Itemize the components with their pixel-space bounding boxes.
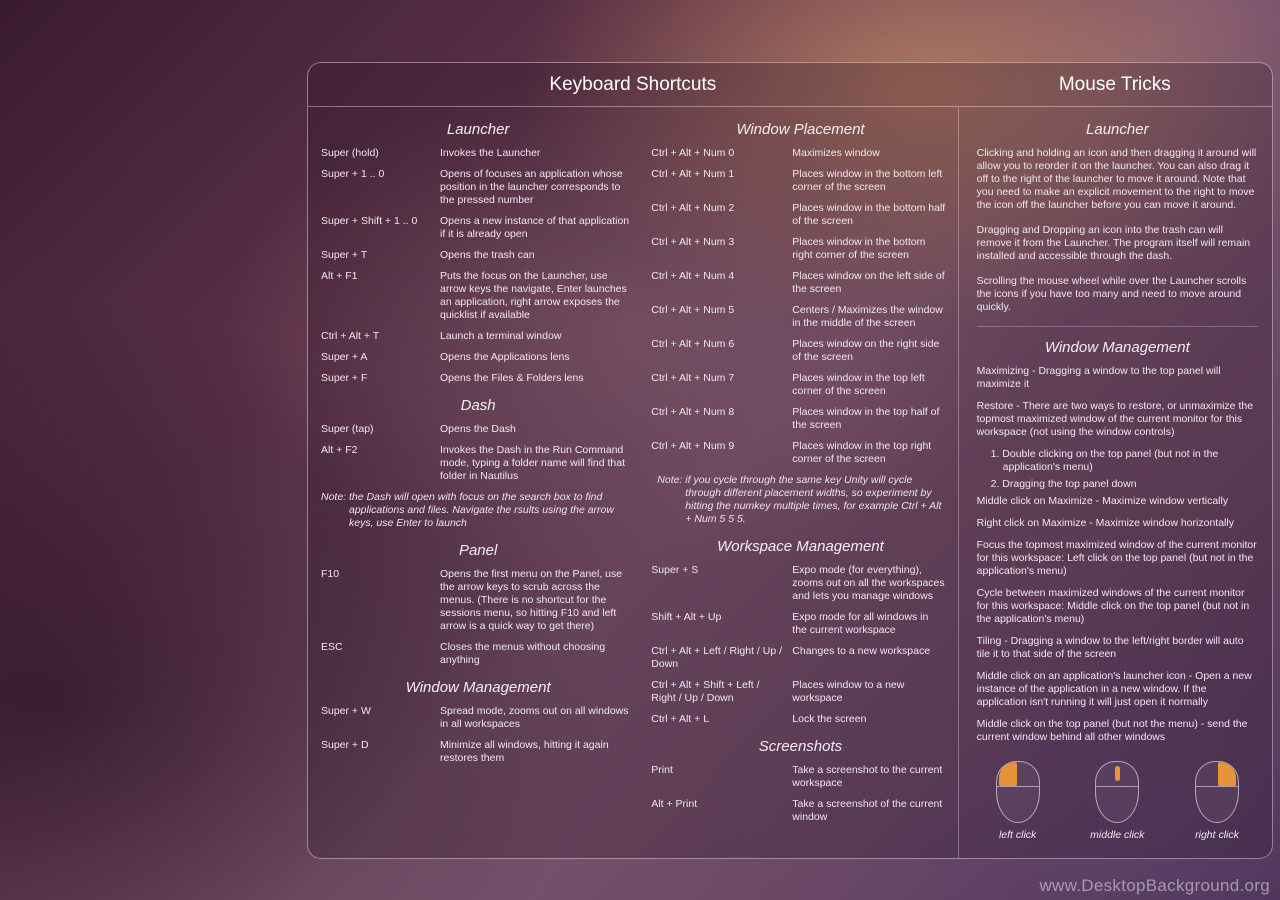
shortcut-description: Places window in the top left corner of the screen [792,372,925,397]
shortcut-row [321,147,635,160]
shortcut-list [321,568,635,667]
mouse-trick-text: Cycle between maximized windows of the current monitor for this workspace: Middle click on the top panel (but not in the application's menu) [976,587,1250,625]
section-heading: Launcher [1086,121,1149,138]
mouse-window-management-blocks [977,365,1258,744]
shortcut-description: Invokes the Launcher [440,147,541,159]
shortcut-key: Super (hold) [321,147,379,159]
shortcut-key: Super (tap) [321,423,374,435]
shortcut-description: Expo mode (for everything), zooms out on all the workspaces and lets you manage windows [792,564,945,602]
shortcut-description: Places window in the top right corner of the screen [792,440,932,465]
shortcut-key: Ctrl + Alt + Num 1 [651,168,735,180]
shortcut-description: Opens the Applications lens [440,351,570,363]
keyboard-column-2 [645,107,957,858]
divider [977,326,1258,327]
section-heading: Dash [460,397,496,414]
section-window-placement [651,121,949,526]
shortcut-key: Super + Shift + 1 .. 0 [321,215,418,227]
shortcut-key: Super + S [651,564,699,576]
shortcut-row [651,270,949,296]
shortcut-description: Take a screenshot to the current workspace [792,764,943,789]
shortcut-row [651,236,949,262]
mouse-trick-text: Scrolling the mouse wheel while over the Launcher scrolls the icons if you have too many and need to move around quickly. [976,275,1247,313]
section-mouse-window-management [977,339,1258,744]
shortcut-row [651,764,949,790]
mouse-icon [1195,761,1239,823]
shortcut-key: Super + T [321,249,368,261]
section-panel [321,542,635,667]
shortcut-row [651,338,949,364]
shortcut-description: Minimize all windows, hitting it again restores them [440,739,609,764]
shortcut-description: Places window on the right side of the screen [792,338,940,363]
shortcut-row [321,215,635,241]
shortcut-row [651,645,949,671]
mouse-icon-group [1082,761,1152,841]
shortcuts-overlay-panel [307,62,1273,859]
mouse-trick-text: 2. Dragging the top panel down [990,478,1137,490]
shortcut-description: Opens a new instance of that application if it is already open [440,215,630,240]
shortcut-description: Opens the trash can [440,249,535,261]
shortcut-row [321,372,635,385]
shortcut-key: Ctrl + Alt + Num 5 [651,304,735,316]
mouse-click-label: right click [1195,829,1239,841]
shortcut-row [651,304,949,330]
keyboard-column-1 [308,107,645,858]
shortcut-description: Opens the Dash [440,423,516,435]
shortcut-key: Alt + F1 [321,270,358,282]
shortcut-key: Ctrl + Alt + Num 2 [651,202,735,214]
shortcut-row [321,641,635,667]
shortcut-description: Opens the Files & Folders lens [440,372,584,384]
shortcut-row [651,406,949,432]
shortcut-description: Closes the menus without choosing anything [440,641,606,666]
shortcut-list [651,564,949,726]
shortcut-description: Expo mode for all windows in the current workspace [792,611,929,636]
mouse-icons-row [977,753,1258,841]
shortcut-row [321,705,635,731]
mouse-icon-group [983,761,1053,841]
shortcut-key: Ctrl + Alt + Num 0 [651,147,735,159]
shortcut-list [321,147,635,385]
shortcut-description: Opens of focuses an application whose position in the launcher corresponds to the pressed number [440,168,623,206]
shortcut-key: Ctrl + Alt + Shift + Left / Right / Up / Down [651,679,760,704]
shortcut-key: Ctrl + Alt + Num 3 [651,236,735,248]
shortcut-key: Ctrl + Alt + Num 6 [651,338,735,350]
mouse-launcher-paragraphs [977,147,1258,314]
shortcut-row [321,249,635,262]
shortcut-description: Places window in the bottom left corner of the screen [792,168,943,193]
shortcut-row [651,679,949,705]
shortcut-description: Opens the first menu on the Panel, use the arrow keys to scrub across the menus. (There is no shortcut for the sessions menu, so hitting F10 and left arrow is a quick way to get there) [440,568,623,632]
shortcut-description: Places window in the top half of the screen [792,406,940,431]
mouse-tricks-title: Mouse Tricks [1058,74,1171,95]
mouse-trick-text: Right click on Maximize - Maximize window horizontally [976,517,1234,529]
section-heading: Screenshots [758,738,843,755]
shortcut-row [321,739,635,765]
panel-header [308,63,1272,107]
shortcut-list [321,423,635,483]
mouse-tricks-column [958,107,1272,858]
mouse-trick-text: Middle click on the top panel (but not the menu) - send the current window behind all other windows [976,718,1248,743]
mouse-trick-text: Clicking and holding an icon and then dragging it around will allow you to reorder it on the launcher. You can also drag it off to the right of the launcher to move it around. Note that you need to make an explicit movement to the right to move the icon off the launcher before you can move it around. [976,147,1257,211]
section-heading: Window Placement [736,121,865,138]
shortcut-row [651,147,949,160]
shortcut-description: Take a screenshot of the current window [792,798,943,823]
watermark-text: www.DesktopBackground.org [1039,876,1270,895]
section-screenshots [651,738,949,824]
shortcut-description: Places window to a new workspace [792,679,905,704]
shortcut-row [321,168,635,207]
shortcut-key: Shift + Alt + Up [651,611,722,623]
shortcut-description: Puts the focus on the Launcher, use arrow keys the navigate, Enter launches an application, right arrow exposes the quicklist if available [440,270,627,321]
shortcut-description: Places window in the bottom half of the screen [792,202,946,227]
shortcut-description: Lock the screen [792,713,867,725]
mouse-trick-text: Middle click on Maximize - Maximize window vertically [976,495,1229,507]
mouse-trick-text: Middle click on an application's launcher icon - Open a new instance of the application in a new window. If the application isn't running it will just open it normally [976,670,1252,708]
mouse-icon [1095,761,1139,823]
shortcut-list [321,705,635,765]
section-heading: Launcher [446,121,510,138]
shortcut-description: Launch a terminal window [440,330,562,342]
shortcut-key: Ctrl + Alt + Num 8 [651,406,735,418]
keyboard-shortcuts-title: Keyboard Shortcuts [549,74,717,95]
shortcut-row [651,168,949,194]
shortcut-description: Spread mode, zooms out on all windows in all workspaces [440,705,629,730]
dash-note: Note: the Dash will open with focus on the search box to find applications and files. Navigate the rsults using the arrow keys, use Enter to launch [321,491,614,529]
section-mouse-launcher [977,121,1258,314]
mouse-trick-text: Focus the topmost maximized window of the current monitor for this workspace: Left click on the top panel (but not in the application's menu) [976,539,1257,577]
mouse-trick-text: Restore - There are two ways to restore, or unmaximize the topmost maximized window of the current monitor for this workspace (not using the window controls) [976,400,1254,438]
shortcut-key: Ctrl + Alt + Num 4 [651,270,735,282]
shortcut-row [651,372,949,398]
shortcut-description: Centers / Maximizes the window in the middle of the screen [792,304,943,329]
shortcut-row [321,568,635,633]
shortcut-key: Ctrl + Alt + Num 7 [651,372,735,384]
section-window-management-keyboard [321,679,635,765]
window-placement-note: Note: if you cycle through the same key Unity will cycle through different placement widths, so experiment by hitting the numkey multiple times, for example Ctrl + Alt + Num 5 5 5. [657,474,942,525]
shortcut-list [651,764,949,824]
shortcut-key: Ctrl + Alt + Num 9 [651,440,735,452]
shortcut-row [321,270,635,322]
shortcut-key: Super + 1 .. 0 [321,168,385,180]
shortcut-key: Super + W [321,705,371,717]
shortcut-row [651,713,949,726]
shortcut-row [321,330,635,343]
shortcut-description: Changes to a new workspace [792,645,931,657]
shortcut-key: Print [651,764,673,776]
shortcut-row [651,611,949,637]
shortcut-key: Ctrl + Alt + T [321,330,380,342]
shortcut-key: Super + D [321,739,369,751]
shortcut-row [321,444,635,483]
section-workspace-management [651,538,949,726]
section-heading: Window Management [405,679,551,696]
shortcut-list [651,147,949,466]
mouse-trick-text: Dragging and Dropping an icon into the trash can will remove it from the Launcher. The program itself will remain installed and accessible through the dash. [976,224,1251,262]
shortcut-key: ESC [321,641,343,653]
section-dash [321,397,635,530]
mouse-icon [996,761,1040,823]
shortcut-key: Ctrl + Alt + Left / Right / Up / Down [651,645,783,670]
mouse-click-label: middle click [1090,829,1145,841]
shortcut-description: Places window in the bottom right corner of the screen [792,236,926,261]
shortcut-key: Alt + F2 [321,444,358,456]
section-heading: Workspace Management [717,538,884,555]
shortcut-description: Places window on the left side of the screen [792,270,945,295]
shortcut-row [321,423,635,436]
shortcut-row [651,564,949,603]
shortcut-description: Maximizes window [792,147,880,159]
mouse-trick-text: Maximizing - Dragging a window to the top panel will maximize it [976,365,1221,390]
shortcut-key: Super + A [321,351,368,363]
shortcut-description: Invokes the Dash in the Run Command mode, typing a folder name will find that folder in Nautilus [440,444,626,482]
mouse-icon-group [1182,761,1252,841]
section-launcher [321,121,635,385]
panel-content [308,107,1272,858]
mouse-trick-text: Tiling - Dragging a window to the left/right border will auto tile it to that side of the screen [976,635,1244,660]
shortcut-key: Ctrl + Alt + L [651,713,710,725]
shortcut-row [651,798,949,824]
shortcut-key: F10 [321,568,340,580]
mouse-click-label: left click [998,829,1037,841]
shortcut-key: Super + F [321,372,368,384]
section-heading: Window Management [1044,339,1190,356]
shortcut-key: Alt + Print [651,798,698,810]
mouse-trick-text: 1. Double clicking on the top panel (but not in the application's menu) [990,448,1219,473]
shortcut-row [651,202,949,228]
section-heading: Panel [458,542,498,559]
shortcut-row [321,351,635,364]
shortcut-row [651,440,949,466]
